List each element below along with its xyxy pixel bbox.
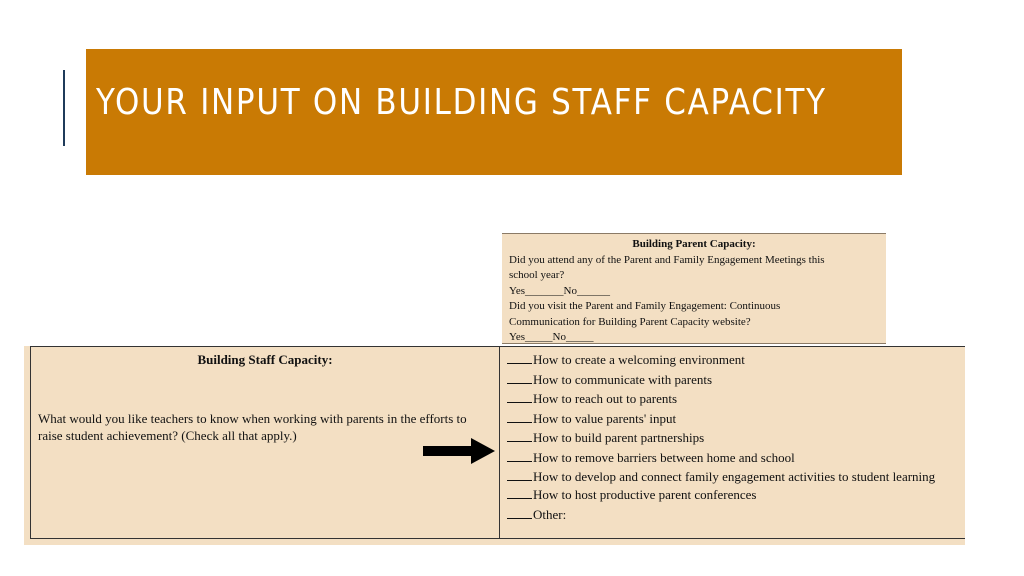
option-label: How to create a welcoming environment [533, 352, 745, 367]
staff-question-cell [30, 346, 499, 539]
option-row [507, 409, 965, 429]
option-label: How to remove barriers between home and school [533, 449, 795, 465]
staff-capacity-question: What would you like teachers to know when working with parents in the efforts to raise student achievement? (Check all that apply.) [38, 411, 467, 443]
option-row [507, 467, 965, 485]
checkbox-blank[interactable] [507, 350, 532, 364]
option-row [507, 505, 965, 525]
parent-q1-answer: Yes_______No______ [509, 284, 610, 297]
option-label: How to build parent partnerships [533, 430, 705, 445]
option-label: How to develop and connect family engagement activities to student learning [533, 469, 936, 484]
checkbox-blank[interactable] [507, 467, 532, 481]
parent-capacity-box [502, 233, 886, 344]
parent-q2-answer: Yes_____No_____ [509, 331, 594, 343]
checkbox-blank[interactable] [507, 389, 532, 403]
option-row [507, 485, 965, 505]
option-label: How to reach out to parents [533, 391, 678, 406]
option-label: How to host productive parent conferences [533, 487, 757, 502]
staff-capacity-heading: Building Staff Capacity: [197, 352, 333, 367]
parent-capacity-heading: Building Parent Capacity: [632, 238, 756, 250]
right-arrow-icon [423, 438, 495, 464]
checkbox-blank[interactable] [507, 505, 532, 519]
option-label: Other: [533, 506, 567, 522]
option-label: How to value parents' input [533, 410, 677, 426]
option-row [507, 448, 965, 468]
option-row [507, 389, 965, 409]
option-row [507, 370, 965, 390]
checkbox-blank[interactable] [507, 428, 532, 442]
checkbox-blank[interactable] [507, 485, 532, 499]
slide-title: YOUR INPUT ON BUILDING STAFF CAPACITY [96, 82, 827, 123]
checkbox-blank[interactable] [507, 409, 532, 423]
option-label: How to communicate with parents [533, 371, 713, 387]
option-row [507, 428, 965, 448]
title-bar [86, 49, 902, 175]
parent-q1-line1: Did you attend any of the Parent and Family Engagement Meetings this [509, 253, 825, 266]
checkbox-blank[interactable] [507, 370, 532, 384]
parent-q1-line2: school year? [509, 269, 565, 281]
checkbox-blank[interactable] [507, 448, 532, 462]
option-row [507, 350, 965, 370]
staff-capacity-table [24, 346, 965, 545]
parent-q2-line1: Did you visit the Parent and Family Engagement: Continuous [509, 300, 781, 312]
accent-line [63, 70, 65, 146]
parent-q2-line2: Communication for Building Parent Capacity website? [509, 315, 751, 328]
staff-options-cell [499, 346, 965, 539]
